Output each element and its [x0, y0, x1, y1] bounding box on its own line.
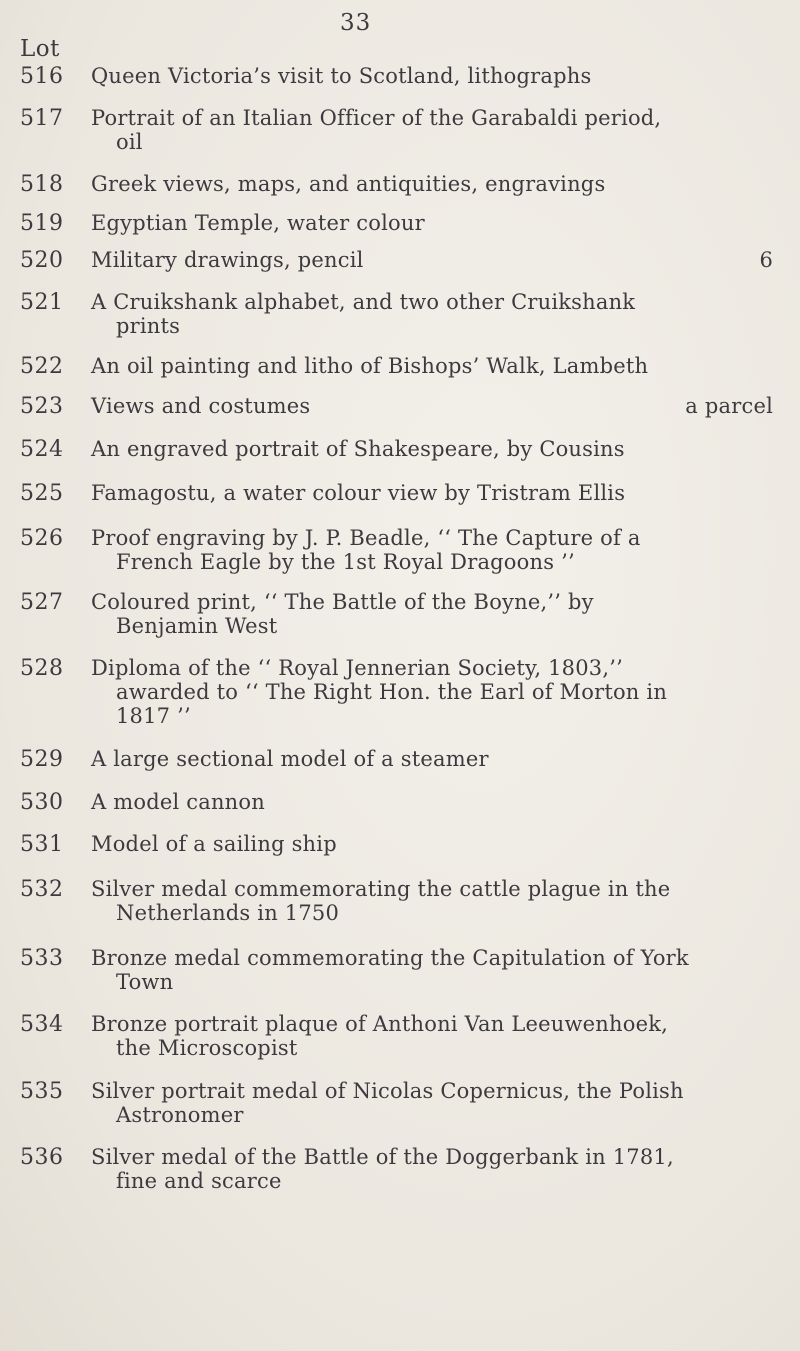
lot-description [91, 64, 773, 88]
lot-description [91, 211, 773, 235]
description-line: Benjamin West [116, 614, 278, 638]
description-line: Proof engraving by J. P. Beadle, ‘‘ The Capture of a [91, 526, 641, 550]
lot-description [91, 526, 773, 574]
lot-description [91, 437, 773, 461]
description-line: French Eagle by the 1st Royal Dragoons ’’ [116, 550, 575, 574]
lot-number: 526 [20, 526, 64, 551]
description-line: Silver medal commemorating the cattle plague in the [91, 877, 671, 901]
lot-number: 523 [20, 394, 64, 419]
lot-number: 524 [20, 437, 64, 462]
lot-description [91, 1079, 773, 1127]
lot-description [91, 590, 773, 638]
description-line: Bronze medal commemorating the Capitulation of York [91, 946, 689, 970]
lot-description [91, 1145, 773, 1193]
lot-column-header: Lot [20, 36, 60, 62]
description-line: A model cannon [91, 790, 265, 814]
lot-number: 521 [20, 290, 64, 315]
lot-number: 530 [20, 790, 64, 815]
description-line: Diploma of the ‘‘ Royal Jennerian Society, 1803,’’ [91, 656, 623, 680]
description-line: Famagostu, a water colour view by Tristram Ellis [91, 481, 626, 505]
description-line: A Cruikshank alphabet, and two other Cruikshank [91, 290, 636, 314]
description-line: Portrait of an Italian Officer of the Garabaldi period, [91, 106, 662, 130]
lot-description [91, 747, 773, 771]
description-line: Model of a sailing ship [91, 832, 337, 856]
description-line: Greek views, maps, and antiquities, engravings [91, 172, 606, 196]
lot-description [91, 656, 773, 728]
lot-number: 533 [20, 946, 64, 971]
lot-number: 522 [20, 354, 64, 379]
lot-number: 518 [20, 172, 64, 197]
lot-number: 525 [20, 481, 64, 506]
description-line: Town [116, 970, 174, 994]
description-line: prints [116, 314, 181, 338]
lot-description [91, 832, 773, 856]
lot-description [91, 394, 773, 418]
description-line: A large sectional model of a steamer [91, 747, 489, 771]
description-line: Coloured print, ‘‘ The Battle of the Boyne,’’ by [91, 590, 594, 614]
lot-description [91, 290, 773, 338]
description-line: Views and costumes [91, 394, 311, 418]
lot-description [91, 481, 773, 505]
description-line: 1817 ’’ [116, 704, 191, 728]
lot-number: 534 [20, 1012, 64, 1037]
description-line: An oil painting and litho of Bishops’ Walk, Lambeth [91, 354, 649, 378]
description-line: Bronze portrait plaque of Anthoni Van Leeuwenhoek, [91, 1012, 669, 1036]
page-number: 33 [340, 10, 372, 36]
lot-number: 535 [20, 1079, 64, 1104]
quantity-note: a parcel [685, 394, 773, 418]
description-line: Silver portrait medal of Nicolas Copernicus, the Polish [91, 1079, 684, 1103]
description-line: An engraved portrait of Shakespeare, by Cousins [91, 437, 625, 461]
lot-number: 517 [20, 106, 64, 131]
lot-description [91, 946, 773, 994]
description-line: Netherlands in 1750 [116, 901, 340, 925]
lot-description [91, 1012, 773, 1060]
lot-description [91, 877, 773, 925]
description-line: Silver medal of the Battle of the Doggerbank in 1781, [91, 1145, 674, 1169]
lot-description [91, 172, 773, 196]
lot-number: 528 [20, 656, 64, 681]
description-line: Military drawings, pencil [91, 248, 364, 272]
lot-number: 520 [20, 248, 64, 273]
lot-number: 531 [20, 832, 64, 857]
quantity-note: 6 [759, 248, 773, 272]
lot-number: 527 [20, 590, 64, 615]
lot-description [91, 248, 773, 272]
lot-description [91, 354, 773, 378]
lot-number: 529 [20, 747, 64, 772]
lot-number: 516 [20, 64, 64, 89]
description-line: Queen Victoria’s visit to Scotland, lithographs [91, 64, 592, 88]
description-line: oil [116, 130, 143, 154]
lot-number: 536 [20, 1145, 64, 1170]
description-line: Astronomer [116, 1103, 244, 1127]
description-line: Egyptian Temple, water colour [91, 211, 425, 235]
description-line: awarded to ‘‘ The Right Hon. the Earl of Morton in [116, 680, 668, 704]
description-line: the Microscopist [116, 1036, 298, 1060]
lot-number: 519 [20, 211, 64, 236]
lot-description [91, 790, 773, 814]
lot-number: 532 [20, 877, 64, 902]
lot-description [91, 106, 773, 154]
description-line: fine and scarce [116, 1169, 282, 1193]
